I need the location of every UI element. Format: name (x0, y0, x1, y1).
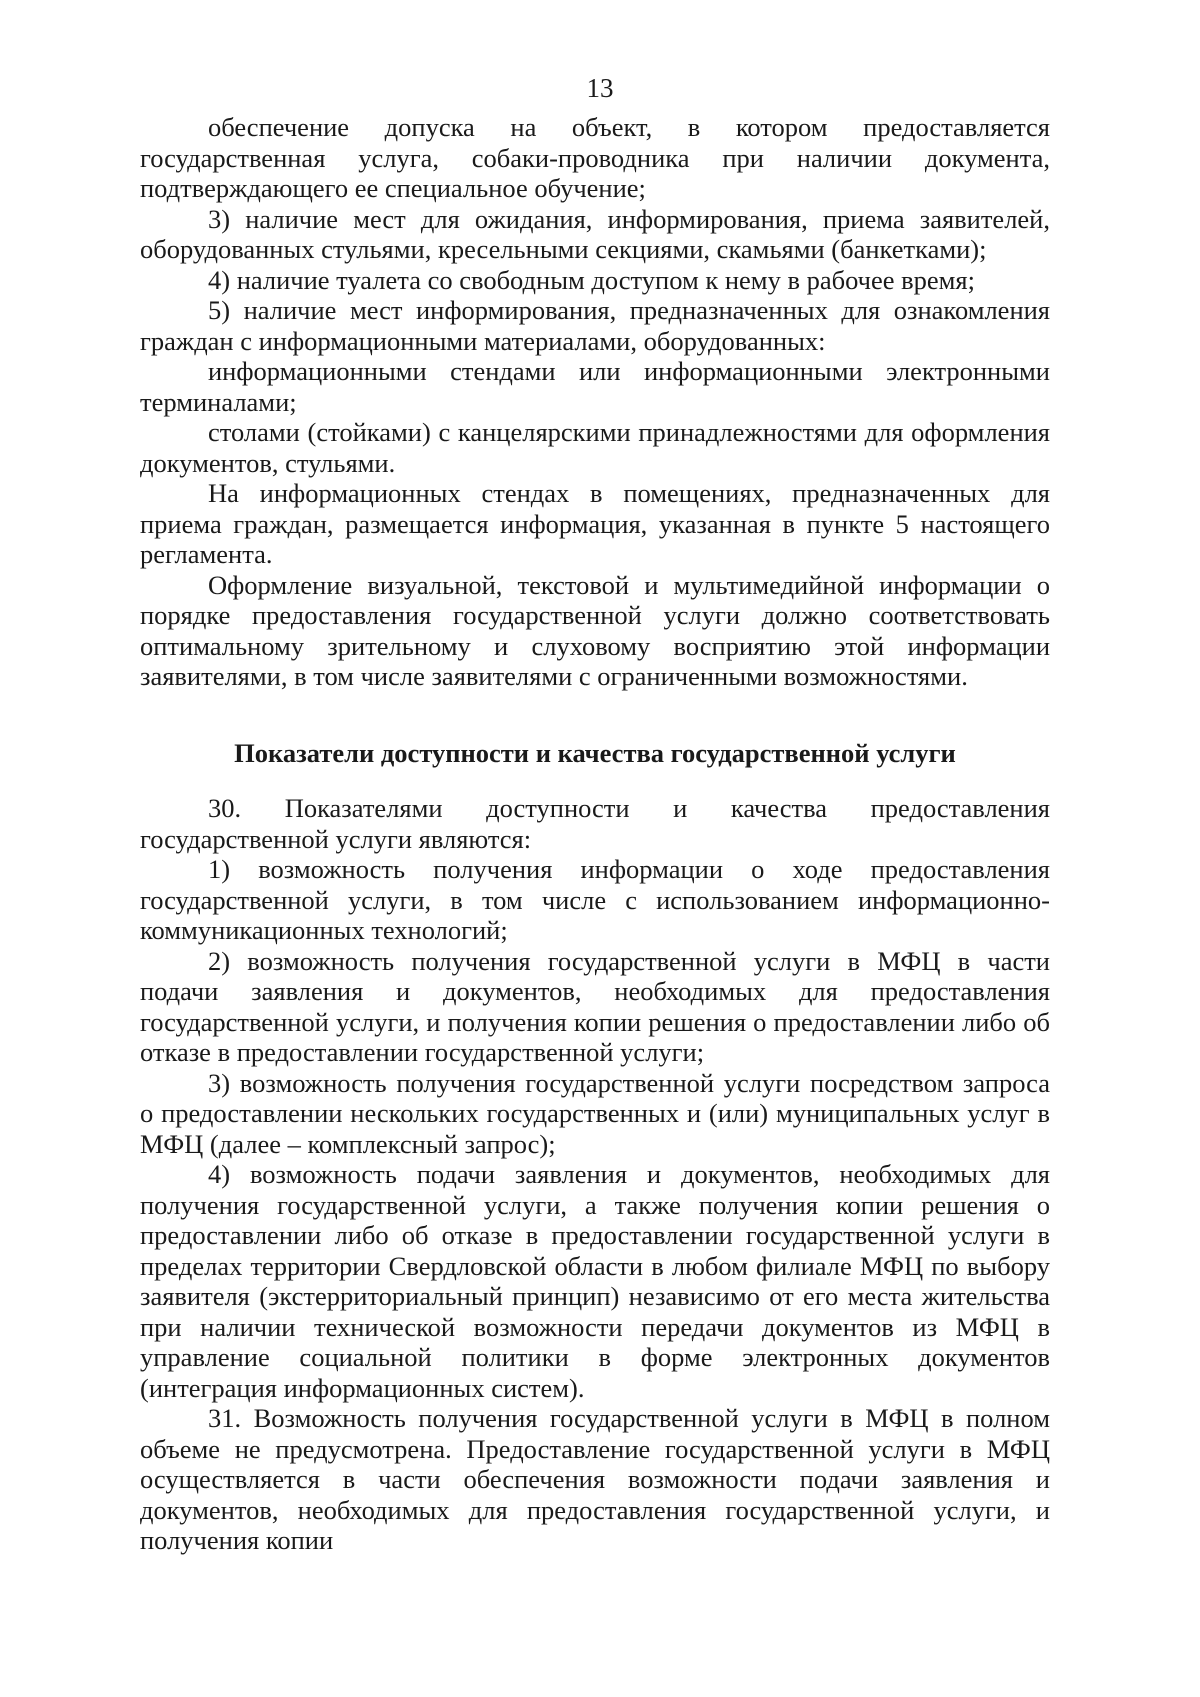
paragraph: Оформление визуальной, текстовой и мультимедийной информации о порядке предоставления государственной услуги должно соответствовать оптимальному зрительному и слуховому восприятию этой информации заявителями, в том числе заявителями с ограниченными возможностями. (140, 569, 1050, 691)
paragraph: обеспечение допуска на объект, в котором предоставляется государственная услуга, собаки-проводника при наличии документа, подтверждающего ее специальное обучение; (140, 112, 1050, 203)
text-block-top (140, 112, 1050, 692)
section-heading-block (140, 738, 1050, 769)
paragraph: 30. Показателями доступности и качества предоставления государственной услуги являются: (140, 793, 1050, 854)
paragraph: 5) наличие мест информирования, предназначенных для ознакомления граждан с информационными материалами, оборудованных: (140, 295, 1050, 356)
paragraph: 3) возможность получения государственной услуги посредством запроса о предоставлении нескольких государственных и (или) муниципальных услуг в МФЦ (далее – комплексный запрос); (140, 1067, 1050, 1159)
paragraph: 31. Возможность получения государственной услуги в МФЦ в полном объеме не предусмотрена. Предоставление государственной услуги в МФЦ осуществляется в части обеспечения возможности подачи заявления и документов, необходимых для предоставления государственной услуги, и получения копии (140, 1403, 1050, 1555)
page-number: 13 (586, 73, 614, 103)
paragraph: 3) наличие мест для ожидания, информирования, приема заявителей, оборудованных стульями, кресельными секциями, скамьями (банкетками); (140, 203, 1050, 264)
text-block-bottom (140, 793, 1050, 1556)
paragraph: информационными стендами или информационными электронными терминалами; (140, 356, 1050, 417)
paragraph: 1) возможность получения информации о ходе предоставления государственной услуги, в том числе с использованием информационно-коммуникационных технологий; (140, 854, 1050, 945)
paragraph: 4) возможность подачи заявления и документов, необходимых для получения государственной услуги, а также получения копии решения о предоставлении либо об отказе в предоставлении государственной услуги в пределах территории Свердловской области в любом филиале МФЦ по выбору заявителя (экстерриториальный принцип) независимо от его места жительства при наличии технической возможности передачи документов из МФЦ в управление социальной политики в форме электронных документов (интеграция информационных систем). (140, 1159, 1050, 1403)
paragraph: столами (стойками) с канцелярскими принадлежностями для оформления документов, стульями. (140, 417, 1050, 478)
paragraph: 4) наличие туалета со свободным доступом к нему в рабочее время; (208, 264, 975, 295)
paragraph: 2) возможность получения государственной услуги в МФЦ в части подачи заявления и документов, необходимых для предоставления государственной услуги, и получения копии решения о предоставлении либо об отказе в предоставлении государственной услуги; (140, 945, 1050, 1067)
paragraph: На информационных стендах в помещениях, предназначенных для приема граждан, размещается информация, указанная в пункте 5 настоящего регламента. (140, 478, 1050, 569)
section-heading: Показатели доступности и качества государственной услуги (234, 738, 956, 768)
